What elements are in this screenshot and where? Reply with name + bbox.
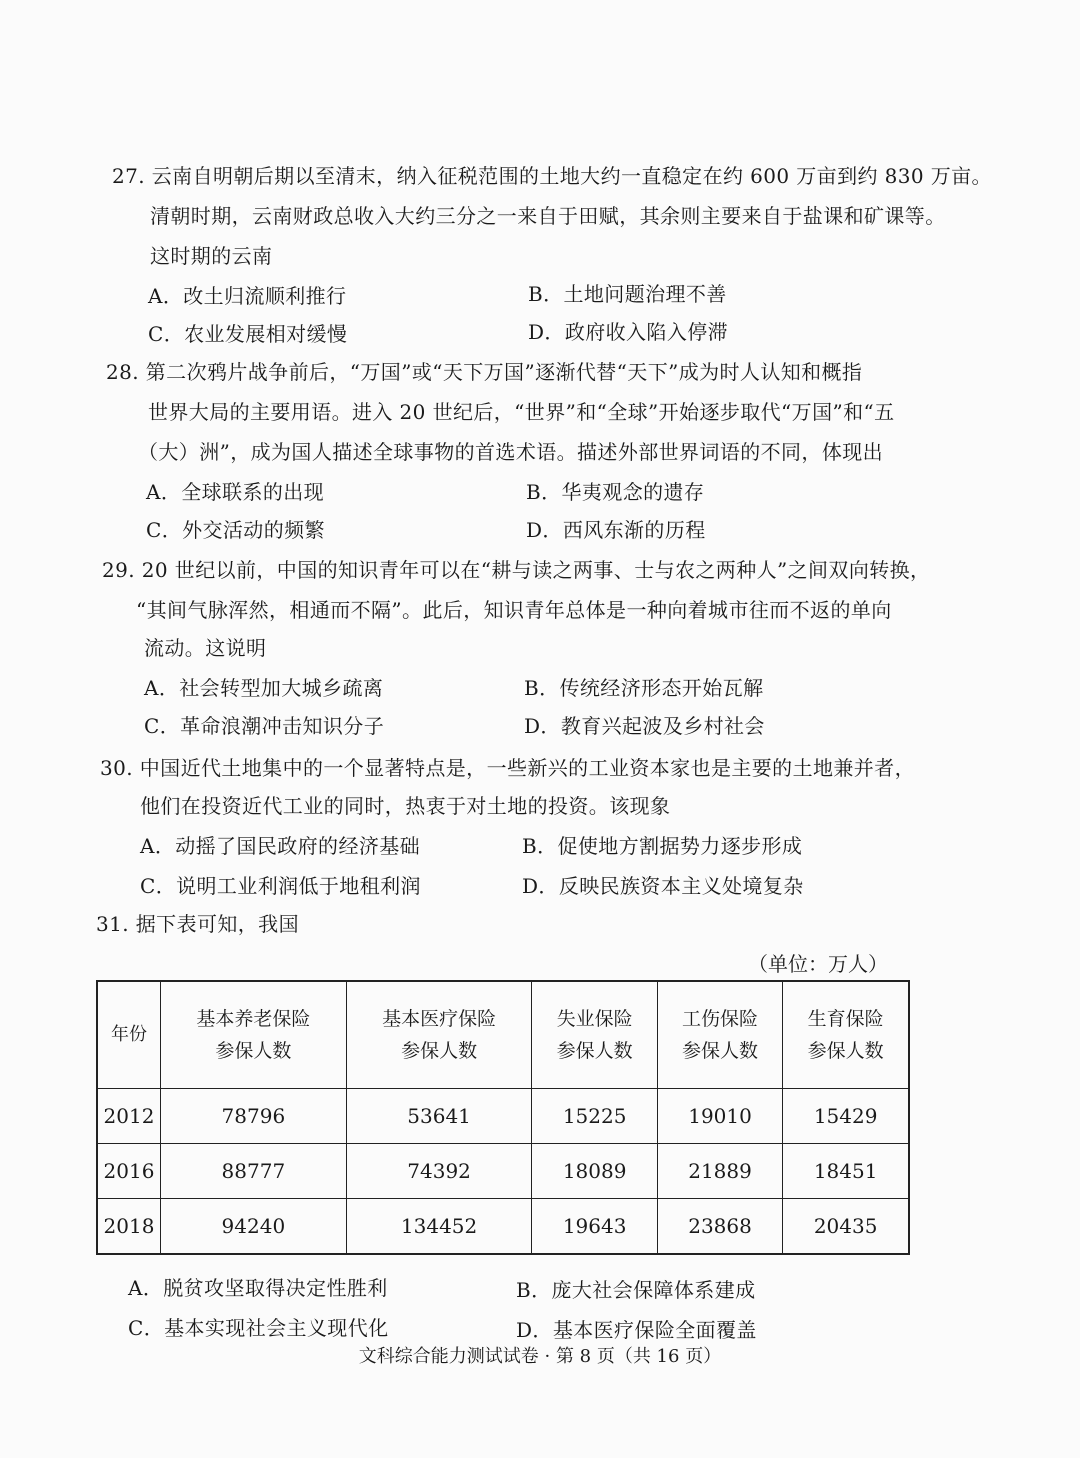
q29-option-a[interactable]: A．社会转型加大城乡疏离 — [144, 676, 384, 700]
q28-option-b[interactable]: B．华夷观念的遗存 — [526, 480, 705, 504]
q27-line-3: 这时期的云南 — [150, 244, 273, 268]
cell-medical: 134452 — [346, 1199, 532, 1255]
table-unit-label: （单位：万人） — [748, 952, 888, 976]
cell-maternity: 15429 — [783, 1089, 909, 1144]
q28-option-c[interactable]: C．外交活动的频繁 — [146, 518, 325, 542]
q29-option-c[interactable]: C．革命浪潮冲击知识分子 — [144, 714, 385, 738]
cell-year: 2018 — [97, 1199, 161, 1255]
q27-line-1: 27. 云南自明朝后期以至清末，纳入征税范围的土地大约一直稳定在约 600 万亩到约 830 万亩。 — [112, 164, 992, 188]
q31-option-a[interactable]: A．脱贫攻坚取得决定性胜利 — [128, 1276, 388, 1300]
cell-unemployment: 15225 — [532, 1089, 657, 1144]
q30-option-b[interactable]: B．促使地方割据势力逐步形成 — [522, 834, 803, 858]
q29-option-d[interactable]: D．教育兴起波及乡村社会 — [524, 714, 765, 738]
table-row — [97, 1089, 909, 1144]
q30-line-1: 30. 中国近代土地集中的一个显著特点是，一些新兴的工业资本家也是主要的土地兼并者， — [100, 756, 915, 780]
cell-maternity: 18451 — [783, 1144, 909, 1199]
q31-option-d[interactable]: D．基本医疗保险全面覆盖 — [516, 1318, 757, 1342]
header-year: 年份 — [97, 981, 161, 1089]
q27-option-d[interactable]: D．政府收入陷入停滞 — [528, 320, 729, 344]
cell-work-injury: 19010 — [657, 1089, 782, 1144]
cell-maternity: 20435 — [783, 1199, 909, 1255]
cell-work-injury: 21889 — [657, 1144, 782, 1199]
header-pension: 基本养老保险 参保人数 — [161, 981, 347, 1089]
insurance-table — [96, 980, 910, 1255]
header-unemployment: 失业保险 参保人数 — [532, 981, 657, 1089]
q30-option-d[interactable]: D．反映民族资本主义处境复杂 — [522, 874, 804, 898]
q29-line-3: 流动。这说明 — [144, 636, 267, 660]
q31-option-b[interactable]: B．庞大社会保障体系建成 — [516, 1278, 756, 1302]
cell-pension: 94240 — [161, 1199, 347, 1255]
q28-option-a[interactable]: A．全球联系的出现 — [146, 480, 325, 504]
q31-option-c[interactable]: C．基本实现社会主义现代化 — [128, 1316, 389, 1340]
q28-option-d[interactable]: D．西风东渐的历程 — [526, 518, 706, 542]
header-maternity: 生育保险 参保人数 — [783, 981, 909, 1089]
q29-line-1: 29. 20 世纪以前，中国的知识青年可以在“耕与读之两事、士与农之两种人”之间双向转换， — [102, 558, 931, 582]
header-medical: 基本医疗保险 参保人数 — [346, 981, 532, 1089]
cell-pension: 78796 — [161, 1089, 347, 1144]
table-row — [97, 1199, 909, 1255]
q28-line-1: 28. 第二次鸦片战争前后，“万国”或“天下万国”逐渐代替“天下”成为时人认知和概指 — [106, 360, 863, 384]
cell-unemployment: 18089 — [532, 1144, 657, 1199]
q28-line-2: 世界大局的主要用语。进入 20 世纪后，“世界”和“全球”开始逐步取代“万国”和“五 — [148, 400, 895, 424]
header-work-injury: 工伤保险 参保人数 — [657, 981, 782, 1089]
table-header-row — [97, 981, 909, 1089]
q29-line-2: “其间气脉浑然，相通而不隔”。此后，知识青年总体是一种向着城市往而不返的单向 — [136, 598, 892, 622]
q29-option-b[interactable]: B．传统经济形态开始瓦解 — [524, 676, 764, 700]
cell-unemployment: 19643 — [532, 1199, 657, 1255]
cell-year: 2012 — [97, 1089, 161, 1144]
q28-line-3: （大）洲”，成为国人描述全球事物的首选术语。描述外部世界词语的不同，体现出 — [138, 440, 884, 464]
cell-work-injury: 23868 — [657, 1199, 782, 1255]
cell-medical: 74392 — [346, 1144, 532, 1199]
cell-medical: 53641 — [346, 1089, 532, 1144]
cell-pension: 88777 — [161, 1144, 347, 1199]
cell-year: 2016 — [97, 1144, 161, 1199]
table-row — [97, 1144, 909, 1199]
q31-line-1: 31. 据下表可知，我国 — [96, 912, 299, 936]
q27-option-a[interactable]: A．改土归流顺利推行 — [148, 284, 347, 308]
q30-option-c[interactable]: C．说明工业利润低于地租利润 — [140, 874, 421, 898]
q30-line-2: 他们在投资近代工业的同时，热衷于对土地的投资。该现象 — [140, 794, 671, 818]
q27-option-c[interactable]: C．农业发展相对缓慢 — [148, 322, 348, 346]
q30-option-a[interactable]: A．动摇了国民政府的经济基础 — [140, 834, 421, 858]
q27-line-2: 清朝时期，云南财政总收入大约三分之一来自于田赋，其余则主要来自于盐课和矿课等。 — [150, 204, 946, 228]
page-footer: 文科综合能力测试试卷 · 第 8 页（共 16 页） — [358, 1346, 722, 1367]
q27-option-b[interactable]: B．土地问题治理不善 — [528, 282, 727, 306]
